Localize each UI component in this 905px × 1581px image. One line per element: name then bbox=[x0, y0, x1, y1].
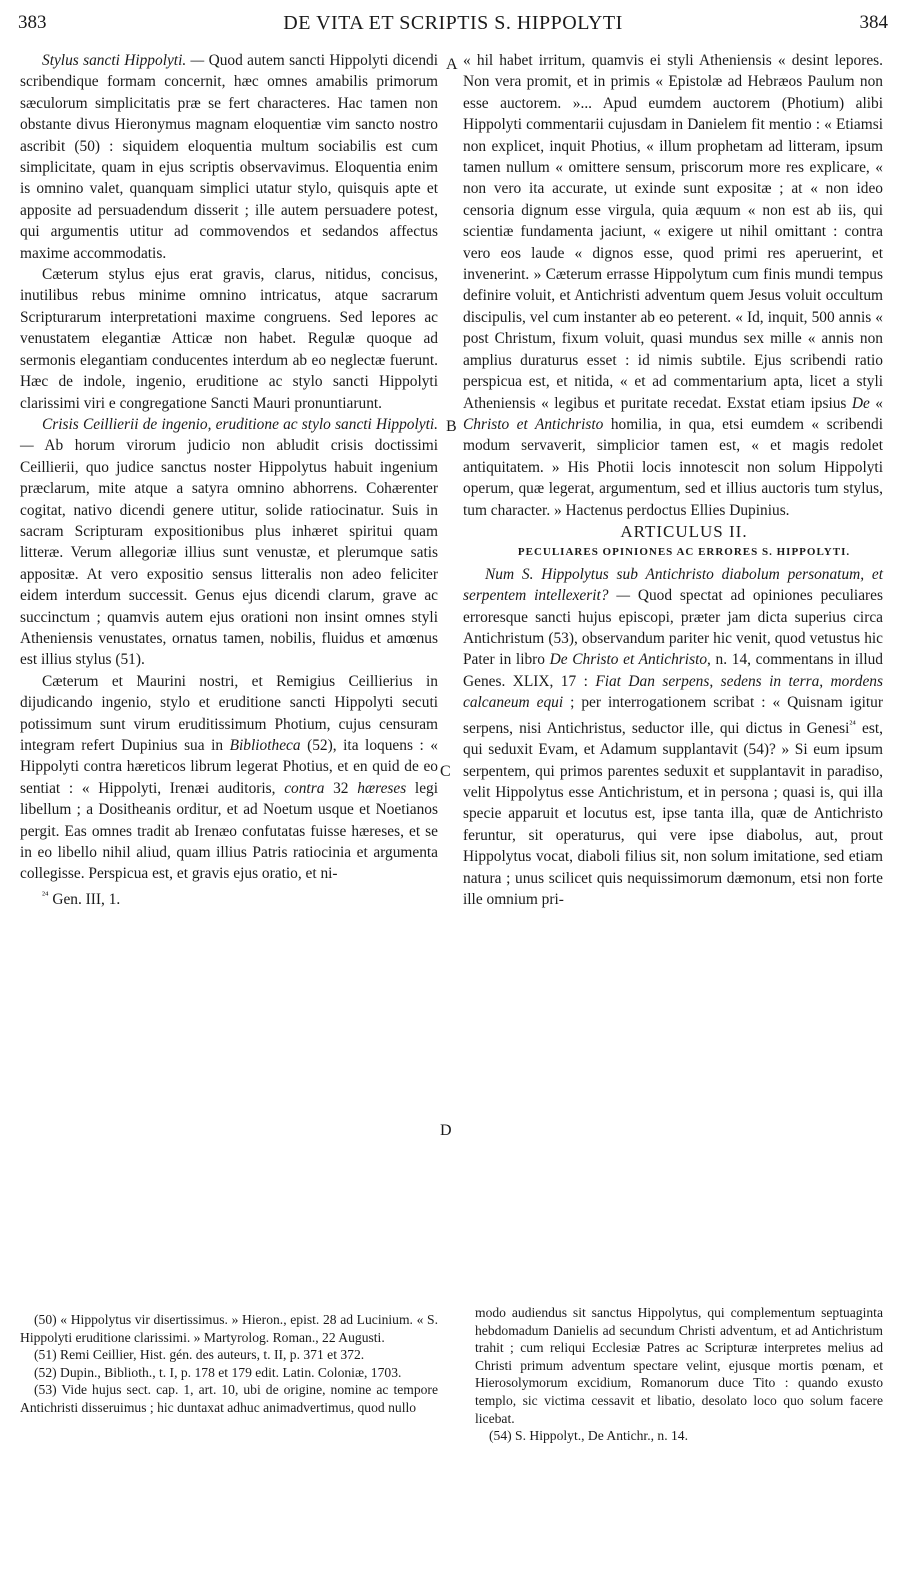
right-column bbox=[463, 50, 883, 910]
footnote: (54) S. Hippolyt., De Antichr., n. 14. bbox=[489, 1428, 688, 1444]
footnotes-right bbox=[475, 1304, 883, 1445]
gutter-mark-d: D bbox=[440, 1122, 452, 1139]
paragraph-text: « hil habet irritum, quamvis ei styli Atheniensis « desint lepores. Non vera promit, et in primis « Epistolæ ad Hebræos Paulum non esse auctorem. »... Apud eumdem auctorem (Photium) alibi Hippolyti commentarii cujusdam in Danielem fit mentio : « Etiamsi non explicet, inquit Photius, « illum prophetam ad litteram, ipsum tamen nullum « omittere sensum, priscorum more res explicare, « non vero ita accurate, ut exinde sunt expositæ ; at « non ideo censoria dignum esse virgula, quia æquum « non est ab iis, qui scientiæ fundamenta jaciunt, « exigere ut nihil omittant : contra vero eos laude « dignos esse, quod primi res aperuerint, et invenerint. » Cæterum errasse Hippolytum cum finis mundi tempus definire voluit, et Antichristi adventum quem Jesus voluit occultum discipulis, vel cum instanter ab eo peterent. « Id, inquit, 500 annis « post Christum, fixum voluit, quasi mundus sex mille « annis non amplius duraturus esset : id nimis subtile. Ejus scribendi ratio perspicua est, et nitida, « et ad commentarium apta, licet a styli Atheniensis « legibus et puritate recedat. Exstat etiam ipsius bbox=[463, 52, 883, 412]
paragraph: Cæterum stylus ejus erat gravis, clarus, nitidus, concisus, inutilibus rebus minime omnino intricatus, atque sacrarum Scripturarum interpretationi maxime congruens. Sed lepores ac venustatem elegantiæ Atticæ non habet. Regulæ quoque ad sermonis elegantiam conducentes interdum ab eo neglectæ fuerunt. Hæc de indole, ingenio, eruditione ac stylo sancti Hippolyti clarissimi viri e congregatione Sancti Mauri pronuntiarunt. bbox=[20, 266, 438, 412]
note-mark: ²⁴ bbox=[42, 889, 49, 901]
paragraph bbox=[20, 671, 438, 885]
paragraph-lead: Crisis Ceillierii de ingenio, eruditione ac stylo sancti Hippolyti. — bbox=[20, 415, 438, 455]
paragraph-text: legi libellum ; a Dositheanis orditur, et ad Noetum usque et Noetianos pergit. Eas omnes tradit ab Irenæo confutatas fuisse hæreses, et se in eo libello nihil aliud, quam illius Patris ratiocinia et argumenta collegisse. Perspicua est, et gravis ejus oratio, et ni- bbox=[20, 779, 438, 883]
paragraph-text: Quod autem sancti Hippolyti dicendi scribendique formam concernit, hæc omnes amabilis primorum sæculorum simplicitatis præ se fert characteres. Hac tamen non obstante divus Hieronymus magnam eloquentiæ vim sancto nostro ascribit (50) : siquidem eloquentia multum sociabilis est cum simplicitate, quam in ejus scriptis observavimus. Eloquentia enim is omnino valet, quanquam simplici utatur stylo, quisquis apte et apposite ad persuadendum disserit ; ille autem persuadere potest, qui argumentis utitur ad commovendos et sedandos affectus maxime accommodatis. bbox=[20, 52, 438, 262]
paragraph-text: Cæterum et Maurini nostri, et Remigius Ceillierius in dijudicando ingenio, stylo et eruditione sancti Hippolyti secuti potissimum sunt virum eruditissimum Photium, cujus censuram integram refert Dupinius sua in bbox=[20, 672, 438, 754]
gutter-mark-b: B bbox=[446, 418, 457, 435]
running-header bbox=[18, 6, 888, 36]
article-subheading: PECULIARES OPINIONES AC ERRORES S. HIPPOLYTI. bbox=[517, 546, 851, 559]
paragraph-text: Ab horum virorum judicio non abludit crisis doctissimi Ceillierii, quo judice sanctus noster Hippolytus habuit ingenium præclarum, mite atque a satyra omnino abhorrens. Cohærenter cogitat, nativo dicendi genere utitur, solide ratiocinatur. Suis in sacram Scripturam expositionibus plus inhæret spiritui quam litteræ. Verum allegoriæ illius sunt venustæ, et plerumque satis appositæ. At vero expositio sensus litteralis non adeo feliciter eidem interdum successit. Genus ejus dicendi clarum, grave ac succinctum ; quamvis autem ejus orationi non insint omnes styli Atheniensis venustates, ornatus tamen, nobilis, fluidus et amœnus est illius stylus (51). bbox=[20, 437, 438, 669]
article-heading: ARTICULUS II. bbox=[620, 521, 748, 541]
footnote: modo audiendus sit sanctus Hippolytus, qui complementum septuaginta hebdomadum Danielis ad secundum Christi adventum, et ad Antichristum trahit ; cum reliqui Ecclesiæ Patres ac Scripturæ interpretes melius ad Christi primum adventum spectare velint, ejusque mortis pœnam, et Hierosolymorum excidium, Romanorum duce Tito : quando exusto templo, sic victima cessavit et libatio, desolato loco quo solum facere licebat. bbox=[475, 1305, 883, 1426]
paragraph bbox=[20, 414, 438, 671]
paragraph-text: Quod spectat ad opiniones peculiares erroresque sancti hujus episcopi, præter jam dicta superius circa Antichristum (53), observandum pariter hic venit, quod vetustus hic Pater in libro bbox=[463, 587, 883, 669]
paragraph-text: est, qui seduxit Evam, et Adamum supplantavit (54)? » Si eum ipsum serpentem, qui primos parentes seduxit et supplantavit in paradiso, velit Hippolytus esse Antichristum, et in persona ; quasi is, qui illa specie apparuit et locutus est, ipse tanta illa, quæ de Antichristo feruntur, sit operaturus, qui vere ipse diabolus, aut, prout Hippolytus vocat, diaboli filius sit, non solum imitatione, sed etiam natura ; unus scilicet quis nequissimorum dæmonum, etsi non forte ille omnium pri- bbox=[463, 719, 883, 908]
italic-text: hæreses bbox=[357, 779, 407, 797]
paragraph-lead: Stylus sancti Hippolyti. — bbox=[42, 52, 205, 69]
paragraph-text: 32 bbox=[324, 779, 358, 797]
paragraph-text: homilia, in qua, etsi eumdem « scribendi modum servaverit, simplicior tamen est, « et magis redolet antiquitatem. » His Photii locis innotescit non solum Hippolyti operum, quæ legerat, argumentum, sed et illius auctoris tum stylus, tum character. » Hactenus perdoctus Ellies Dupinius. bbox=[463, 415, 883, 519]
paragraph bbox=[463, 50, 883, 521]
page-number-right: 384 bbox=[859, 12, 888, 33]
paragraph-text: « bbox=[869, 394, 883, 412]
footnotes-left bbox=[20, 1311, 438, 1417]
gutter-mark-a: A bbox=[446, 56, 458, 73]
footnote: (53) Vide hujus sect. cap. 1, art. 10, ubi de origine, nomine ac tempore Antichristi disseruimus ; hic duntaxat adhuc animadvertimus, quod nullo bbox=[20, 1382, 438, 1415]
italic-text: Bibliotheca bbox=[229, 737, 301, 754]
paragraph bbox=[20, 50, 438, 264]
footnote: (52) Dupin., Biblioth., t. I, p. 178 et 179 edit. Latin. Coloniæ, 1703. bbox=[34, 1364, 402, 1380]
note-mark: ²⁴ bbox=[849, 718, 856, 730]
running-title: DE VITA ET SCRIPTIS S. HIPPOLYTI bbox=[283, 12, 623, 34]
note-text: Gen. III, 1. bbox=[48, 890, 121, 908]
italic-text: De Christo et Antichristo bbox=[549, 651, 708, 669]
paragraph-text: (52), ita loquens : « Hippolyti contra hæreticos librum legerat Photius, et en quid de eo sentiat : « Hippolyti, Irenæi auditoris, bbox=[20, 737, 438, 797]
scripture-note bbox=[20, 885, 438, 911]
paragraph-lead: Num S. Hippolytus sub Antichristo diabolum personatum, et serpentem intellexerit? — bbox=[463, 565, 883, 605]
italic-text: Fiat Dan serpens, sedens in terra, mordens calcaneum equi bbox=[463, 672, 883, 712]
footnote: (50) « Hippolytus vir disertissimus. » Hieron., epist. 28 ad Lucinium. « S. Hippolyti eruditione clarissimi. » Martyrolog. Roman., 22 Augusti. bbox=[20, 1312, 438, 1345]
italic-text: De bbox=[851, 394, 870, 412]
italic-text: Christo et Antichristo bbox=[463, 415, 604, 433]
italic-text: contra bbox=[284, 779, 325, 797]
left-column bbox=[20, 50, 438, 910]
gutter-mark-c: C bbox=[440, 763, 451, 780]
paragraph-text: ; per interrogationem scribat : « Quisnam igitur serpens, nisi Antichristus, seductor ille, qui dictus in Genesi bbox=[463, 694, 884, 737]
footnote: (51) Remi Ceillier, Hist. gén. des auteurs, t. II, p. 371 et 372. bbox=[34, 1347, 365, 1363]
paragraph-text: , n. 14, commentans in illud Genes. XLIX, 17 : bbox=[463, 651, 883, 690]
page-number-left: 383 bbox=[18, 12, 47, 33]
paragraph bbox=[463, 564, 883, 911]
